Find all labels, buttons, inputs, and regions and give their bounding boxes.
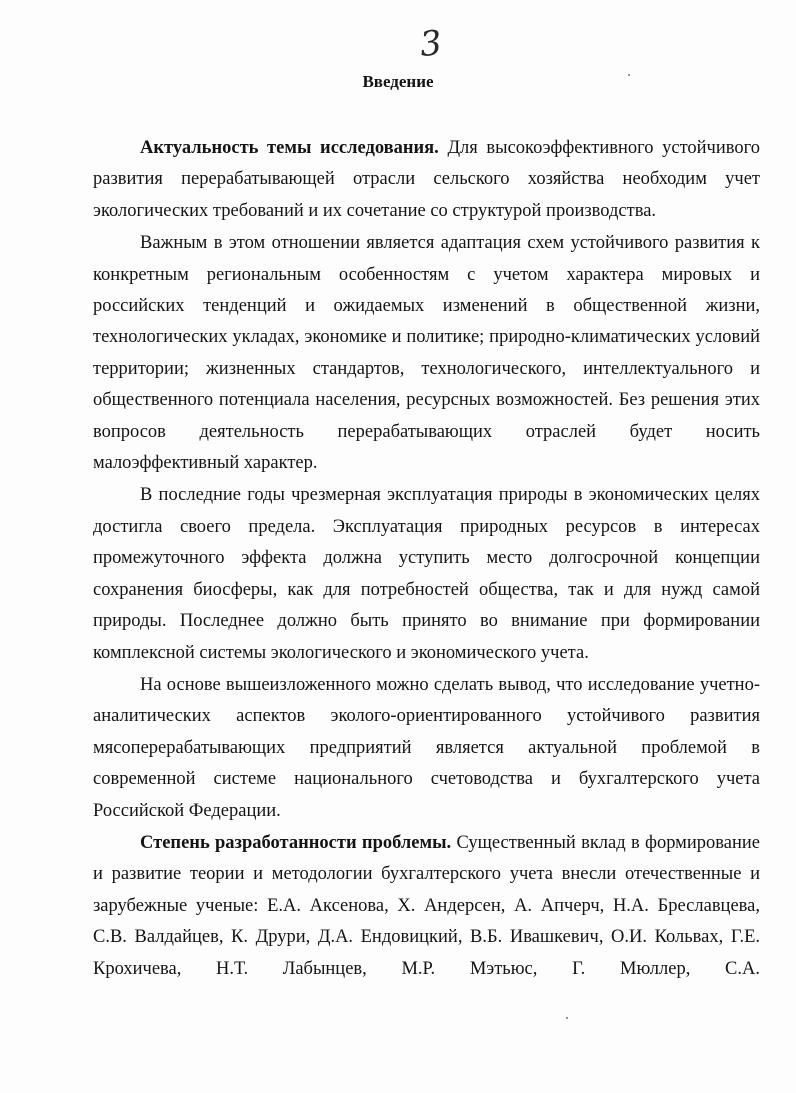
scan-speck: [628, 74, 630, 76]
scan-speck: [566, 1017, 568, 1019]
body-text: [93, 133, 760, 985]
paragraph-text: Для высокоэффективного устойчивого развития перерабатывающей отрасли сельского хозяйства необходим учет экологических требований и их сочетание со структурой производства.: [93, 138, 761, 221]
paragraph-conclusion: [93, 670, 760, 827]
paragraph-text: На основе вышеизложенного можно сделать вывод, что исследование учетно-аналитических аспектов эколого-ориентированного устойчивого развития мясоперерабатывающих предприятий является актуальной проблемой в современной системе национального счетоводства и бухгалтерского учета Российской Федерации.: [93, 674, 760, 821]
paragraph-adaptation: [93, 228, 760, 479]
section-title: Введение: [362, 72, 434, 91]
paragraph-text: Существенный вклад в формирование и развитие теории и методологии бухгалтерского учета внесли отечественные и зарубежные ученые: Е.А. Аксенова, Х. Андерсен, А. Апчерч, Н.А. Бреславцева, С.В. Валдайцев, К. Друри, Д.А. Ендовицкий, В.Б. Ивашкевич, О.И. Кольвах, Г.Е. Крохичева, Н.Т. Лабынцев, М.Р. Мэтьюс, Г. Мюллер, С.А.: [93, 832, 761, 979]
paragraph-exploitation: [93, 480, 760, 668]
paragraph-lead: Степень разработанности проблемы.: [140, 832, 452, 853]
paragraph-relevance: [93, 133, 760, 227]
page-number: 3: [417, 22, 444, 66]
paragraph-elaboration: [93, 828, 760, 985]
paragraph-lead: Актуальность темы исследования.: [140, 138, 439, 158]
paragraph-text: В последние годы чрезмерная эксплуатация природы в экономических целях достигла своего предела. Эксплуатация природных ресурсов в интересах промежуточного эффекта должна уступить место долгосрочной концепции сохранения биосферы, как для потребностей общества, так и для нужд самой природы. Последнее должно быть принято во внимание при формировании комплексной системы экологического и экономического учета.: [93, 485, 760, 663]
paragraph-text: Важным в этом отношении является адаптация схем устойчивого развития к конкретным региональным особенностям с учетом характера мировых и российских тенденций и ожидаемых изменений в общественной жизни, технологических укладах, экономике и политике; природно-климатических условий территории; жизненных стандартов, технологического, интеллектуального и общественного потенциала населения, ресурсных возможностей. Без решения этих вопросов деятельность перерабатывающих отраслей будет носить малоэффективный характер.: [93, 233, 760, 474]
